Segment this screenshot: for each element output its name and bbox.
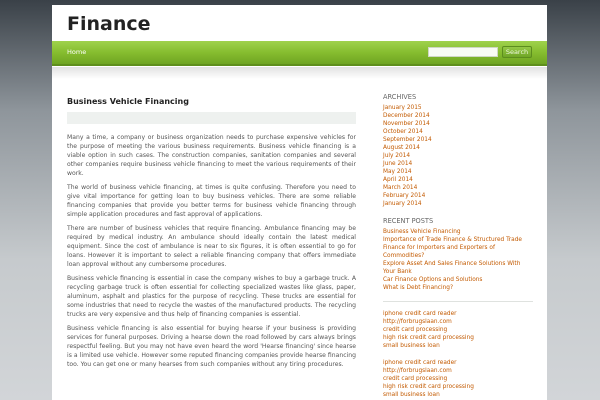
sponsor-link[interactable]: high risk credit card processing bbox=[383, 384, 474, 390]
archive-link[interactable]: August 2014 bbox=[383, 145, 420, 151]
sponsor-link-item bbox=[383, 359, 533, 367]
recent-posts-list bbox=[383, 228, 533, 292]
recent-post-link[interactable]: Explore Asset And Sales Finance Solutions With Your Bank bbox=[383, 261, 521, 275]
search-input[interactable] bbox=[428, 47, 498, 57]
post-paragraph: Business vehicle financing is also essential for buying hearse if your business is providing services for funeral purposes. Driving a hearse down the road followed by cars always brings respectful feeling. But you may not have even heard the word 'Hearse financing' since hearse is a limited use vehicle. However some reputed financing companies provide hearse financing too. You can get one or many hearses from such companies without any tiring procedures. bbox=[67, 325, 356, 368]
archive-item bbox=[383, 128, 533, 136]
sponsor-link[interactable]: credit card processing bbox=[383, 376, 448, 382]
sponsor-link-item bbox=[383, 391, 533, 399]
recent-post-link[interactable]: Business Vehicle Financing bbox=[383, 229, 461, 235]
archive-item bbox=[383, 184, 533, 192]
archive-link[interactable]: July 2014 bbox=[383, 153, 411, 159]
archive-link[interactable]: May 2014 bbox=[383, 169, 412, 175]
archive-link[interactable]: April 2014 bbox=[383, 177, 413, 183]
archive-item bbox=[383, 168, 533, 176]
sponsor-link[interactable]: credit card processing bbox=[383, 327, 448, 333]
archive-link[interactable]: March 2014 bbox=[383, 185, 418, 191]
page-wrapper bbox=[52, 5, 547, 400]
sponsor-link-item bbox=[383, 334, 533, 342]
archive-item bbox=[383, 160, 533, 168]
recent-post-item bbox=[383, 284, 533, 292]
recent-posts-title: RECENT POSTS bbox=[383, 217, 434, 225]
post-paragraph: There are number of business vehicles that require financing. Ambulance financing may be required by medical industry. An ambulance should ideally contain the latest medical equipment. Since the cost of ambulance is near to six figures, it is often essential to go for loans. However it is important to select a reliable financing company that offers immediate loan approval without any cumbersome procedures. bbox=[67, 225, 356, 268]
post-meta-bar bbox=[67, 112, 356, 124]
sponsor-link-item bbox=[383, 342, 533, 350]
recent-post-item bbox=[383, 236, 533, 260]
archive-item bbox=[383, 144, 533, 152]
sponsor-link-item bbox=[383, 318, 533, 326]
nav-home-link[interactable]: Home bbox=[67, 48, 87, 56]
recent-post-link[interactable]: Importance of Trade Finance & Structured Trade Finance for Importers and Exporters of Commodities? bbox=[383, 237, 522, 259]
archive-link[interactable]: December 2014 bbox=[383, 113, 430, 119]
archive-link[interactable]: February 2014 bbox=[383, 193, 426, 199]
sponsor-links-2 bbox=[383, 359, 533, 399]
recent-post-item bbox=[383, 276, 533, 284]
archive-item bbox=[383, 112, 533, 120]
archive-link[interactable]: January 2015 bbox=[383, 105, 422, 111]
sidebar bbox=[383, 93, 533, 400]
sponsor-link-item bbox=[383, 383, 533, 391]
sponsor-link[interactable]: iphone credit card reader bbox=[383, 360, 457, 366]
search-button[interactable]: Search bbox=[502, 46, 532, 58]
post-paragraph: Many a time, a company or business organization needs to purchase expensive vehicles for the purpose of meeting the various business requirements. Business vehicle financing is a viable option in such cases. The construction companies, sanitation companies and several other companies require business vehicle financing to meet the various requirements of their work. bbox=[67, 134, 356, 177]
recent-post-link[interactable]: Car Finance Options and Solutions bbox=[383, 277, 483, 283]
sponsor-links-1 bbox=[383, 310, 533, 350]
post-title[interactable]: Business Vehicle Financing bbox=[67, 97, 189, 106]
archive-link[interactable]: October 2014 bbox=[383, 129, 423, 135]
archive-link[interactable]: January 2014 bbox=[383, 201, 422, 207]
site-header bbox=[52, 5, 547, 41]
sidebar-divider bbox=[383, 301, 533, 302]
post-paragraph: The world of business vehicle financing, at times is quite confusing. Therefore you need to give vital importance for getting loan to buy business vehicles. There are some reliable financing companies that provide you better terms for business vehicle financing through simple application procedures and fast approval of applications. bbox=[67, 184, 356, 218]
main-content bbox=[67, 97, 356, 374]
sponsor-link[interactable]: http://forbrugslaan.com bbox=[383, 368, 452, 374]
archive-item bbox=[383, 120, 533, 128]
sponsor-link-item bbox=[383, 375, 533, 383]
navigation-bar bbox=[52, 41, 547, 66]
recent-post-item bbox=[383, 228, 533, 236]
archive-item bbox=[383, 176, 533, 184]
sponsor-link[interactable]: small business loan bbox=[383, 392, 440, 398]
archive-link[interactable]: November 2014 bbox=[383, 121, 430, 127]
archives-title: ARCHIVES bbox=[383, 93, 417, 101]
sponsor-link[interactable]: high risk credit card processing bbox=[383, 335, 474, 341]
archive-link[interactable]: June 2014 bbox=[383, 161, 413, 167]
archive-item bbox=[383, 200, 533, 208]
archive-item bbox=[383, 152, 533, 160]
sponsor-link[interactable]: small business loan bbox=[383, 343, 440, 349]
sponsor-link[interactable]: http://forbrugslaan.com bbox=[383, 319, 452, 325]
archive-item bbox=[383, 104, 533, 112]
post-paragraph: Business vehicle financing is essential in case the company wishes to buy a garbage truck. A recycling garbage truck is often essential for collecting specialized wastes like glass, paper, aluminum, asphalt and plastics for the purpose of recycling. These trucks are essential for some industries that need to recycle the wastes of the manufactured products. The recycling trucks are very expensive and thus help of financing companies is essential. bbox=[67, 275, 356, 318]
archive-link[interactable]: September 2014 bbox=[383, 137, 432, 143]
sponsor-link-item bbox=[383, 326, 533, 334]
archive-item bbox=[383, 192, 533, 200]
sponsor-link[interactable]: iphone credit card reader bbox=[383, 311, 457, 317]
archives-list bbox=[383, 104, 533, 208]
sponsor-link-item bbox=[383, 310, 533, 318]
recent-post-item bbox=[383, 260, 533, 276]
nav-shadow bbox=[52, 67, 547, 79]
archive-item bbox=[383, 136, 533, 144]
site-title[interactable]: Finance bbox=[67, 13, 151, 35]
sponsor-link-item bbox=[383, 367, 533, 375]
recent-post-link[interactable]: What is Debt Financing? bbox=[383, 285, 454, 291]
